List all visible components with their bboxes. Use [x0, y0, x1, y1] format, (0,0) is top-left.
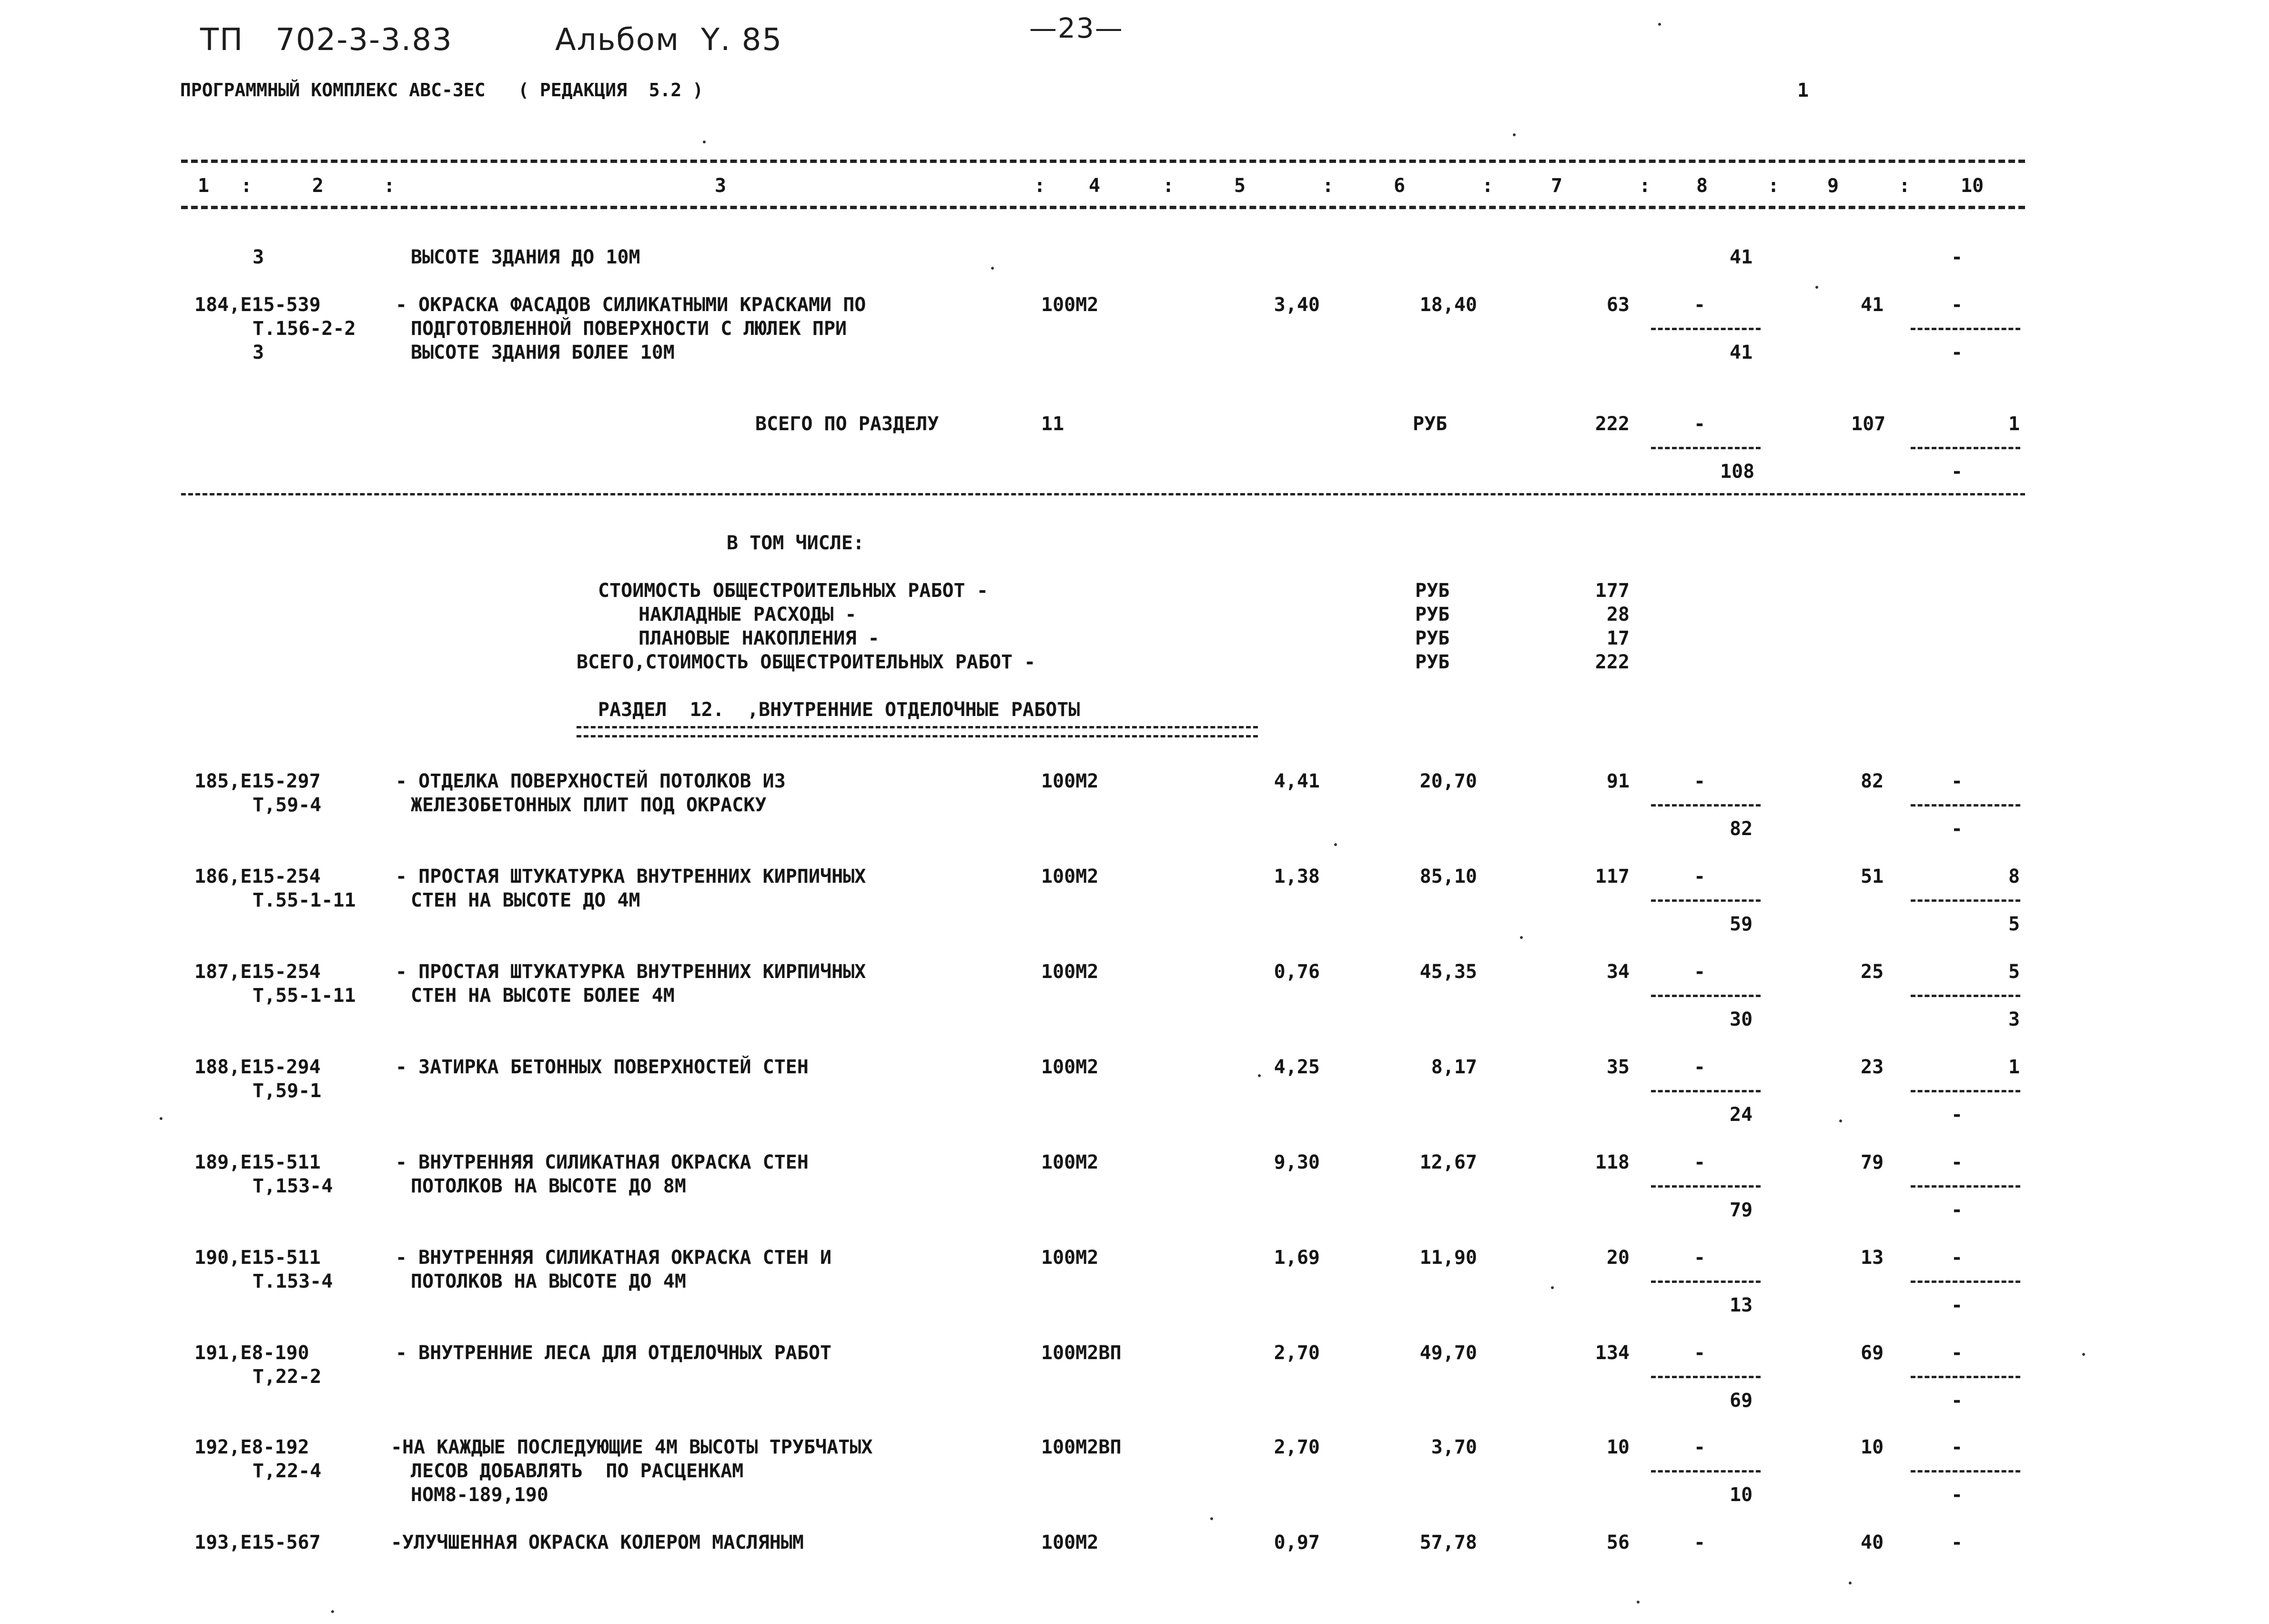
col-label: 5 [1234, 175, 1246, 197]
project-code: ТП 702-3-3.83 [200, 22, 453, 58]
col-label: 9 [1827, 175, 1839, 197]
cell-col8-bottom: 24 [1730, 1104, 1753, 1126]
scan-speck [703, 141, 706, 143]
cell-col10-top: 8 [2008, 866, 2020, 888]
cell-col9: 25 [1861, 961, 1884, 983]
cell-col10-top: - [1951, 1247, 1963, 1269]
including-item-value: 17 [1606, 627, 1630, 649]
section-title-underline [577, 726, 1258, 737]
including-label: В ТОМ ЧИСЛЕ: [727, 532, 864, 554]
item-desc: - ВНУТРЕННИЕ ЛЕСА ДЛЯ ОТДЕЛОЧНЫХ РАБОТ [395, 1342, 832, 1364]
scan-speck [331, 1610, 334, 1613]
including-item-label: ПЛАНОВЫЕ НАКОПЛЕНИЯ - [638, 627, 880, 649]
item-number: 193,Е15-567 [194, 1532, 321, 1553]
row-code: 3 [253, 246, 264, 268]
col-label: 4 [1089, 175, 1101, 197]
cell-total: 118 [1595, 1151, 1630, 1173]
page-number: —23— [1029, 12, 1124, 44]
cell-col8-top: - [1694, 413, 1706, 435]
cell-col10: - [1951, 246, 1963, 268]
col-sep: : [1163, 175, 1175, 197]
scan-speck [991, 267, 994, 270]
subdivider [1911, 1376, 2020, 1378]
col-label: 6 [1394, 175, 1406, 197]
col-sep: : [1768, 175, 1780, 197]
cell-qty: 2,70 [1274, 1436, 1320, 1458]
cell-qty: 2,70 [1274, 1342, 1320, 1364]
item-desc: - ОТДЕЛКА ПОВЕРХНОСТЕЙ ПОТОЛКОВ ИЗ [395, 770, 786, 792]
cell-unit: 100М2 [1041, 294, 1099, 316]
subdivider [1911, 1470, 2020, 1473]
cell-col9: 10 [1861, 1436, 1884, 1458]
subdivider [1911, 1281, 2020, 1283]
cell-qty: 4,25 [1274, 1056, 1320, 1078]
scan-speck [1839, 1120, 1842, 1122]
subdivider [1651, 447, 1761, 449]
cell-qty: 1,38 [1274, 866, 1320, 888]
cell-col10-bottom: - [1951, 461, 1963, 483]
cell-price: 49,70 [1419, 1342, 1477, 1364]
cell-col8-bottom: 59 [1730, 913, 1753, 935]
including-item-label: СТОИМОСТЬ ОБЩЕСТРОИТЕЛЬНЫХ РАБОТ - [598, 580, 988, 602]
cell-unit: 100М2 [1041, 1151, 1099, 1173]
cell-col10-bottom: 3 [2008, 1009, 2020, 1030]
col-sep: : [1034, 175, 1046, 197]
cell-price: 85,10 [1419, 866, 1477, 888]
item-desc: ПОДГОТОВЛЕННОЙ ПОВЕРХНОСТИ С ЛЮЛЕК ПРИ [411, 318, 847, 340]
section-title: РАЗДЕЛ 12. ,ВНУТРЕННИЕ ОТДЕЛОЧНЫЕ РАБОТЫ [598, 699, 1080, 721]
item-ref: Т,55-1-11 [253, 985, 356, 1007]
cell-total: 34 [1606, 961, 1630, 983]
cell-col9: 51 [1861, 866, 1884, 888]
cell-col10-top: - [1951, 770, 1963, 792]
item-ref: Т,153-4 [253, 1175, 333, 1197]
sheet-number: 1 [1797, 80, 1809, 101]
col-label: 1 [198, 175, 210, 197]
including-item-value: 28 [1606, 604, 1630, 625]
subdivider [1911, 804, 2020, 807]
cell-col8-bottom: 10 [1730, 1484, 1753, 1506]
top-rule [181, 160, 2025, 163]
item-ref: Т,59-1 [253, 1080, 322, 1102]
cell-col8-bottom: 79 [1730, 1199, 1753, 1221]
including-item-unit: РУБ [1415, 580, 1450, 602]
cell-col8-top: - [1694, 1532, 1706, 1553]
scan-speck [1520, 936, 1523, 939]
including-item-unit: РУБ [1415, 604, 1450, 625]
cell-price: 8,17 [1431, 1056, 1477, 1078]
item-number: 191,Е8-190 [194, 1342, 309, 1364]
cell-col8-top: - [1694, 1151, 1706, 1173]
scan-speck [1258, 1074, 1261, 1077]
col-label: 8 [1696, 175, 1708, 197]
scan-speck [1210, 1517, 1213, 1520]
item-desc: -НА КАЖДЫЕ ПОСЛЕДУЮЩИЕ 4М ВЫСОТЫ ТРУБЧАТЫХ [391, 1436, 873, 1458]
cell-col8-bottom: 41 [1730, 342, 1753, 363]
cell-col8-bottom: 69 [1730, 1390, 1753, 1412]
cell-col9: 107 [1851, 413, 1886, 435]
cell-col8-top: - [1694, 1056, 1706, 1078]
col-sep: : [1899, 175, 1911, 197]
cell-col10-bottom: - [1951, 1294, 1963, 1316]
row-desc: ВЫСОТЕ ЗДАНИЯ ДО 10М [411, 246, 640, 268]
subdivider [1651, 899, 1761, 902]
subdivider [1911, 1090, 2020, 1092]
item-ref-2: 3 [253, 342, 264, 363]
cell-unit: 100М2ВП [1041, 1436, 1122, 1458]
item-ref: Т,22-4 [253, 1460, 322, 1482]
cell-unit: 100М2 [1041, 1247, 1099, 1269]
scan-speck [1658, 23, 1661, 26]
col-sep: : [1322, 175, 1334, 197]
including-item-label: НАКЛАДНЫЕ РАСХОДЫ - [638, 604, 857, 625]
cell-col8-bottom: 13 [1730, 1294, 1753, 1316]
item-ref: Т,59-4 [253, 794, 322, 816]
cell-col9: 40 [1861, 1532, 1884, 1553]
cell-total: 56 [1606, 1532, 1630, 1553]
cell-col8-bottom: 41 [1730, 246, 1753, 268]
item-ref: Т.55-1-11 [253, 889, 356, 911]
cell-col9: 23 [1861, 1056, 1884, 1078]
item-desc: - ПРОСТАЯ ШТУКАТУРКА ВНУТРЕННИХ КИРПИЧНЫХ [395, 866, 866, 888]
scan-speck [1849, 1582, 1852, 1584]
cell-price: 12,67 [1419, 1151, 1477, 1173]
cell-col8-top: - [1694, 961, 1706, 983]
cell-col10-bottom: - [1951, 1199, 1963, 1221]
item-number: 189,Е15-511 [194, 1151, 321, 1173]
subdivider [1911, 995, 2020, 997]
item-desc: ПОТОЛКОВ НА ВЫСОТЕ ДО 8М [411, 1175, 686, 1197]
subdivider [1911, 447, 2020, 449]
cell-col4: 11 [1041, 413, 1064, 435]
cell-unit: 100М2 [1041, 1532, 1099, 1553]
cell-col8-bottom: 108 [1720, 461, 1755, 483]
subdivider [1651, 804, 1761, 807]
item-desc: СТЕН НА ВЫСОТЕ ДО 4М [411, 889, 640, 911]
section-rule [181, 493, 2025, 495]
cell-total: 222 [1595, 413, 1630, 435]
cell-col10-bottom: - [1951, 818, 1963, 840]
cell-col9: 41 [1861, 294, 1884, 316]
item-desc: - ОКРАСКА ФАСАДОВ СИЛИКАТНЫМИ КРАСКАМИ ПО [395, 294, 866, 316]
item-ref: Т,22-2 [253, 1366, 322, 1388]
subdivider [1651, 995, 1761, 997]
cell-qty: 0,97 [1274, 1532, 1320, 1553]
col-label: 3 [715, 175, 727, 197]
col-label: 10 [1961, 175, 1984, 197]
cell-qty: 1,69 [1274, 1247, 1320, 1269]
including-item-unit: РУБ [1415, 627, 1450, 649]
including-item-value: 177 [1595, 580, 1630, 602]
cell-qty: 9,30 [1274, 1151, 1320, 1173]
cell-unit: 100М2ВП [1041, 1342, 1122, 1364]
subdivider [1911, 328, 2020, 330]
cell-col9: 79 [1861, 1151, 1884, 1173]
col-label: 2 [312, 175, 324, 197]
cell-col10-top: 1 [2008, 413, 2020, 435]
including-item-label: ВСЕГО,СТОИМОСТЬ ОБЩЕСТРОИТЕЛЬНЫХ РАБОТ - [577, 651, 1036, 673]
subdivider [1911, 1185, 2020, 1188]
cell-qty: 3,40 [1274, 294, 1320, 316]
cell-total: 10 [1606, 1436, 1630, 1458]
scan-speck [1815, 286, 1818, 289]
item-ref: Т.153-4 [253, 1271, 333, 1292]
col-sep: : [241, 175, 253, 197]
cell-col10-bottom: 5 [2008, 913, 2020, 935]
cell-col10-bottom: - [1951, 1104, 1963, 1126]
cell-col9: 13 [1861, 1247, 1884, 1269]
cell-qty: 0,76 [1274, 961, 1320, 983]
cell-col10-top: - [1951, 1436, 1963, 1458]
col-sep: : [384, 175, 395, 197]
cell-col8-top: - [1694, 294, 1706, 316]
album-number: Альбом Ү. 85 [555, 22, 783, 58]
cell-col8-top: - [1694, 1436, 1706, 1458]
cell-col9: 82 [1861, 770, 1884, 792]
including-item-value: 222 [1595, 651, 1630, 673]
col-sep: : [1639, 175, 1651, 197]
cell-unit: 100М2 [1041, 1056, 1099, 1078]
cell-col8-top: - [1694, 770, 1706, 792]
item-number: 190,Е15-511 [194, 1247, 321, 1269]
item-desc: ВЫСОТЕ ЗДАНИЯ БОЛЕЕ 10М [411, 342, 675, 363]
cell-col10-bottom: - [1951, 1390, 1963, 1412]
cell-total: 117 [1595, 866, 1630, 888]
cell-unit: 100М2 [1041, 770, 1099, 792]
subdivider [1911, 899, 2020, 902]
item-desc: - ПРОСТАЯ ШТУКАТУРКА ВНУТРЕННИХ КИРПИЧНЫХ [395, 961, 866, 983]
cell-total: 20 [1606, 1247, 1630, 1269]
cell-price: 11,90 [1419, 1247, 1477, 1269]
cell-price: 45,35 [1419, 961, 1477, 983]
cell-total: 91 [1606, 770, 1630, 792]
cell-price: 3,70 [1431, 1436, 1477, 1458]
cell-col8-bottom: 82 [1730, 818, 1753, 840]
cell-qty: 4,41 [1274, 770, 1320, 792]
item-desc: -УЛУЧШЕННАЯ ОКРАСКА КОЛЕРОМ МАСЛЯНЫМ [391, 1532, 804, 1553]
cell-col10-top: 1 [2008, 1056, 2020, 1078]
item-number: 185,Е15-297 [194, 770, 321, 792]
subdivider [1651, 1281, 1761, 1283]
cell-col8-top: - [1694, 1247, 1706, 1269]
scan-speck [1551, 1286, 1554, 1289]
cell-col6: РУБ [1413, 413, 1448, 435]
scan-speck [1334, 843, 1337, 846]
scan-speck [1637, 1601, 1640, 1604]
cell-col8-top: - [1694, 866, 1706, 888]
subdivider [1651, 1090, 1761, 1092]
cell-col10-top: - [1951, 1342, 1963, 1364]
item-number: 184,Е15-539 [194, 294, 321, 316]
item-desc: ЖЕЛЕЗОБЕТОННЫХ ПЛИТ ПОД ОКРАСКУ [411, 794, 767, 816]
subdivider [1651, 328, 1761, 330]
item-number: 192,Е8-192 [194, 1436, 309, 1458]
subdivider [1651, 1376, 1761, 1378]
subdivider [1651, 1470, 1761, 1473]
item-desc: СТЕН НА ВЫСОТЕ БОЛЕЕ 4М [411, 985, 675, 1007]
cell-unit: 100М2 [1041, 866, 1099, 888]
item-desc: НОМ8-189,190 [411, 1484, 548, 1506]
cell-col8-top: - [1694, 1342, 1706, 1364]
cell-col8-bottom: 30 [1730, 1009, 1753, 1030]
cell-price: 18,40 [1419, 294, 1477, 316]
cell-price: 57,78 [1419, 1532, 1477, 1553]
item-desc: - ВНУТРЕННЯЯ СИЛИКАТНАЯ ОКРАСКА СТЕН [395, 1151, 809, 1173]
item-desc: ЛЕСОВ ДОБАВЛЯТЬ ПО РАСЦЕНКАМ [411, 1460, 744, 1482]
item-ref: Т.156-2-2 [253, 318, 356, 340]
col-label: 7 [1551, 175, 1563, 197]
cell-total: 35 [1606, 1056, 1630, 1078]
cell-col9: 69 [1861, 1342, 1884, 1364]
cell-price: 20,70 [1419, 770, 1477, 792]
cell-col10-top: 5 [2008, 961, 2020, 983]
col-sep: : [1482, 175, 1494, 197]
cell-total: 63 [1606, 294, 1630, 316]
item-desc: - ВНУТРЕННЯЯ СИЛИКАТНАЯ ОКРАСКА СТЕН И [395, 1247, 832, 1269]
cell-col10-top: - [1951, 1151, 1963, 1173]
item-desc: ПОТОЛКОВ НА ВЫСОТЕ ДО 4М [411, 1271, 686, 1292]
cell-col10-bottom: - [1951, 1484, 1963, 1506]
scan-speck [1513, 133, 1516, 136]
section-total-label: ВСЕГО ПО РАЗДЕЛУ [755, 413, 939, 435]
cell-col10-top: - [1951, 294, 1963, 316]
program-header: ПРОГРАММНЫЙ КОМПЛЕКС АВС-3ЕС ( РЕДАКЦИЯ 5.2 ) [180, 80, 704, 101]
item-number: 187,Е15-254 [194, 961, 321, 983]
scan-speck [160, 1117, 162, 1120]
including-item-unit: РУБ [1415, 651, 1450, 673]
subdivider [1651, 1185, 1761, 1188]
header-rule [181, 206, 2025, 209]
scan-speck [2082, 1353, 2085, 1356]
cell-total: 134 [1595, 1342, 1630, 1364]
item-number: 186,Е15-254 [194, 866, 321, 888]
cell-unit: 100М2 [1041, 961, 1099, 983]
cell-col10-bottom: - [1951, 342, 1963, 363]
item-desc: - ЗАТИРКА БЕТОННЫХ ПОВЕРХНОСТЕЙ СТЕН [395, 1056, 809, 1078]
item-number: 188,Е15-294 [194, 1056, 321, 1078]
cell-col10-top: - [1951, 1532, 1963, 1553]
